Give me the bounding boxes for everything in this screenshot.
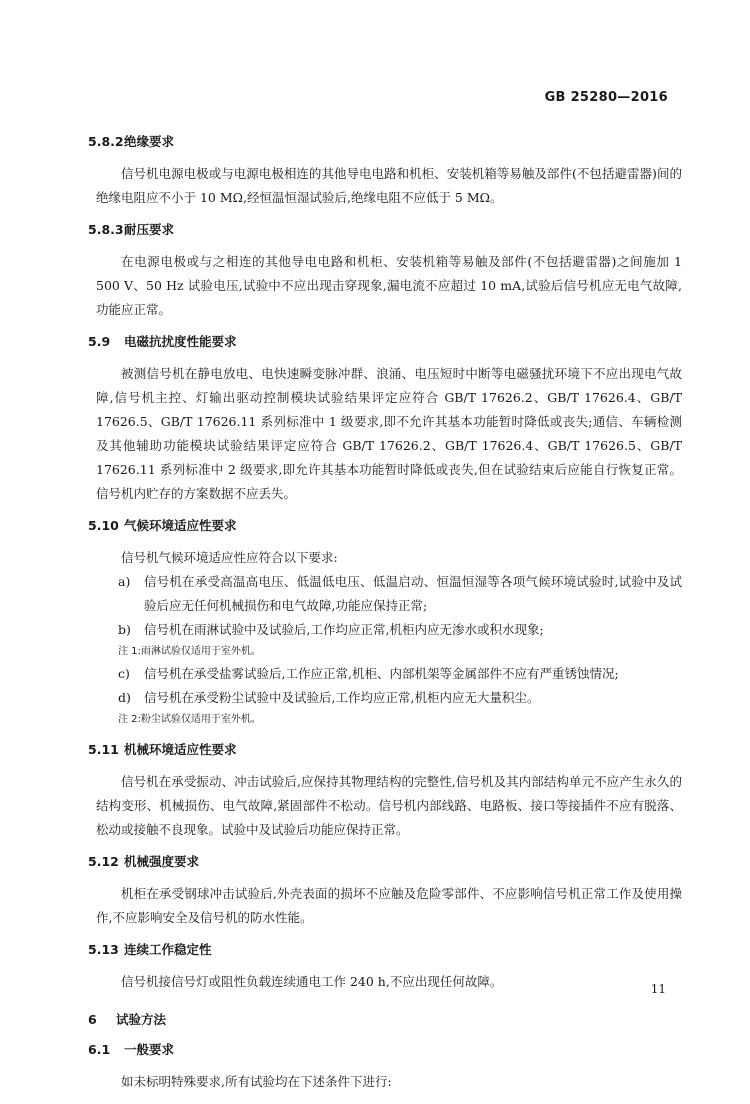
paragraph-emc: 被测信号机在静电放电、电快速瞬变脉冲群、浪涌、电压短时中断等电磁骚扰环境下不应出现电气故障,信号机主控、灯输出驱动控制模块试验结果评定应符合 GB/T 17626.2、GB/T 17626.4、GB/T 17626.5、GB/T 17626.11 系列标准中 1 级要求,即不允许其基本功能暂时降低或丧失;通信、车辆检测及其他辅助功能模块试验结果评定应符合 GB/T 17626.2、GB/T 17626.4、GB/T 17626.5、GB/T 17626.11 系列标准中 2 级要求,即允许其基本功能暂时降低或丧失,但在试验结束后应能自行恢复正常。信号机内贮存的方案数据不应丢失。 [96,366,682,501]
section-heading-5-8-3 [88,220,682,240]
section-number: 5.12 [88,854,119,869]
paragraph-mechanical-environment: 信号机在承受振动、冲击试验后,应保持其物理结构的完整性,信号机及其内部结构单元不应产生永久的结构变形、机械损伤、电气故障,紧固部件不松动。信号机内部线路、电路板、接口等接插件不应有脱落、松动或接触不良现象。试验中及试验后功能应保持正常。 [96,774,682,837]
paragraph-general-requirements: 如未标明特殊要求,所有试验均在下述条件下进行: [121,1074,392,1089]
paragraph-withstand-voltage: 在电源电极或与之相连的其他导电电路和机柜、安装机箱等易触及部件(不包括避雷器)之间施加 1 500 V、50 Hz 试验电压,试验中不应出现击穿现象,漏电流不应超过 10 mA,试验后信号机应无电气故障,功能应正常。 [96,254,682,317]
section-number: 5.13 [88,942,119,957]
section-heading-5-10 [88,516,682,536]
paragraph-mechanical-strength: 机柜在承受钢球冲击试验后,外壳表面的损坏不应触及危险零部件、不应影响信号机正常工作及使用操作,不应影响安全及信号机的防水性能。 [96,886,682,925]
list-item [88,662,682,686]
paragraph-insulation: 信号机电源电极或与电源电极相连的其他导电电路和机柜、安装机箱等易触及部件(不包括避雷器)间的绝缘电阻应不小于 10 MΩ,经恒温恒湿试验后,绝缘电阻不应低于 5 MΩ。 [96,166,682,205]
list-item [88,618,682,642]
paragraph-continuous-operation: 信号机接信号灯或阻性负载连续通电工作 240 h,不应出现任何故障。 [121,974,503,989]
section-title: 试验方法 [116,1012,167,1027]
section-title: 一般要求 [124,1042,175,1057]
list-label: d) [118,690,131,705]
standard-code: GB 25280—2016 [544,90,668,105]
list-label: a) [118,574,131,589]
section-number: 6 [88,1012,97,1027]
section-title: 连续工作稳定性 [124,942,212,957]
section-number: 5.11 [88,742,119,757]
section-title: 绝缘要求 [124,134,175,149]
section-number: 5.9 [88,334,111,349]
list-text: 信号机在承受高温高电压、低温低电压、低温启动、恒温恒湿等各项气候环境试验时,试验中及试验后应无任何机械损伤和电气故障,功能应保持正常; [144,574,682,613]
section-number: 5.10 [88,518,119,533]
climate-requirements [88,546,682,730]
section-heading-6 [88,1010,682,1030]
document-body [88,132,682,1104]
section-heading-5-8-2 [88,132,682,152]
section-title: 机械环境适应性要求 [124,742,237,757]
list-label: b) [118,622,131,637]
section-title: 机械强度要求 [124,854,200,869]
section-heading-5-13 [88,940,682,960]
section-heading-5-12 [88,852,682,872]
section-heading-5-9 [88,332,682,352]
section-number: 5.8.3 [88,222,124,237]
list-text: 信号机在承受盐雾试验后,工作应正常,机柜、内部机架等金属部件不应有严重锈蚀情况; [144,666,619,681]
note-1: 注 1:雨淋试验仅适用于室外机。 [118,646,261,657]
list-text: 信号机在承受粉尘试验中及试验后,工作均应正常,机柜内应无大量积尘。 [144,690,540,705]
paragraph-climate-intro: 信号机气候环境适应性应符合以下要求: [121,550,338,565]
list-text: 信号机在雨淋试验中及试验后,工作均应正常,机柜内应无渗水或积水现象; [144,622,544,637]
note-2: 注 2:粉尘试验仅适用于室外机。 [118,714,261,725]
section-number: 6.1 [88,1042,111,1057]
page-number: 11 [650,982,666,996]
section-heading-6-1 [88,1040,682,1060]
section-title: 耐压要求 [124,222,175,237]
section-number: 5.8.2 [88,134,124,149]
list-item [88,686,682,710]
section-title: 电磁抗扰度性能要求 [124,334,237,349]
section-heading-5-11 [88,740,682,760]
list-item [88,570,682,618]
section-title: 气候环境适应性要求 [124,518,237,533]
list-label: c) [118,666,130,681]
